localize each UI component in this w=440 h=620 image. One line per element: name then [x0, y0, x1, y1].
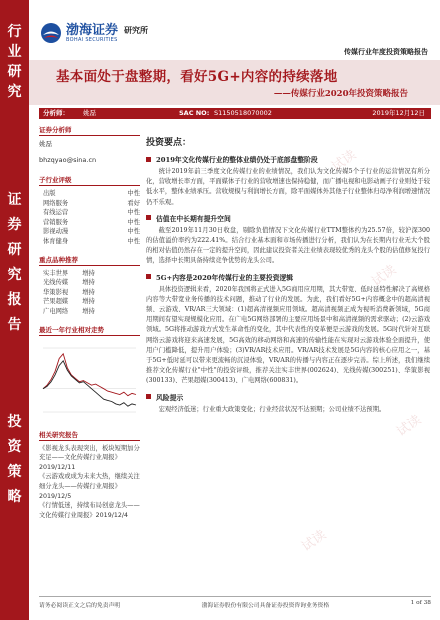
sac-number: S1150518070002 — [214, 109, 272, 117]
report-subtitle: ——传媒行业2020年投资策略报告 — [273, 89, 408, 99]
report-type: 传媒行业年度投资策略报告 — [344, 47, 428, 56]
rating-value: 中性 — [127, 209, 140, 217]
report-date-text: 2019/12/11 — [39, 463, 76, 471]
related-report[interactable] — [39, 501, 140, 520]
section-heading — [146, 154, 430, 164]
rating-name: 网络服务 — [43, 199, 69, 207]
company-logo — [40, 22, 148, 44]
stock-name: 广电网络 — [43, 307, 69, 315]
sidebar-char: 券 — [7, 217, 22, 233]
sidebar-char: 资 — [7, 439, 22, 455]
analyst-name-left: 姚磊 — [39, 140, 52, 148]
section-heading — [146, 213, 430, 223]
ratings-list — [39, 189, 140, 247]
bullet-square-icon — [146, 157, 151, 162]
sidebar-top-label — [0, 22, 29, 102]
report-title-text: 《行情低迷，持续布局创意龙头——文化传媒行业周报》 — [39, 502, 140, 519]
stock-rating: 增持 — [82, 279, 95, 287]
section-paragraph: 截至2019年11月30日收盘，剔除负值情况下文化传媒行业TTM整体约为25.57倍，较沪深300的估值溢价率约为222.41%。结合行业基本面和市场传播进行分析，我们认为在长期内行业无大个股的相对估值仍然存在一定的提升空间，因此建议投资者关注业绩表现较优秀的龙头个股的估值修复投行情，选择中长期具备持续竞争优势的龙头公司。 — [146, 226, 430, 265]
rating-value: 中性 — [127, 237, 140, 245]
sidebar-band — [0, 0, 29, 620]
qualification-notice: 渤海证券股份有限公司具备证券投资咨询业务资格 — [201, 603, 330, 609]
rating-name: 出版 — [43, 190, 56, 197]
sidebar-char: 略 — [7, 489, 22, 505]
sidebar-char: 证 — [7, 192, 22, 208]
chart-section-head: 最近一年行业相对走势 — [39, 325, 140, 336]
rating-value: 中性 — [127, 228, 140, 236]
report-title-text: 《云游戏或成为未来大热，继续关注细分龙头——传媒行业周报》 — [39, 473, 140, 490]
relative-trend-chart — [39, 342, 140, 422]
sidebar-char: 策 — [7, 464, 22, 480]
report-date-text: 2019/12/5 — [39, 492, 72, 500]
chart-grid — [43, 348, 136, 412]
watermark: 试读 — [394, 412, 425, 440]
section-title: 估值在中长期有提升空间 — [156, 214, 231, 223]
rating-row — [39, 199, 140, 209]
section-heading — [146, 392, 430, 402]
stock-rating: 增持 — [82, 269, 95, 277]
rating-row — [39, 218, 140, 228]
logo-en-text: BOHAI SECURITIES — [66, 36, 118, 43]
rating-row — [39, 237, 140, 247]
stock-name: 华策影视 — [43, 288, 69, 296]
stock-row — [39, 269, 140, 279]
rating-name: 体育健身 — [43, 237, 69, 245]
page-number: 1 of 38 — [410, 600, 431, 606]
chart-series-line-0 — [43, 353, 136, 395]
related-report[interactable] — [39, 472, 140, 501]
rating-name: 有线运营 — [43, 209, 69, 217]
left-column — [39, 125, 140, 520]
sidebar-char: 报 — [7, 292, 22, 308]
sidebar-char: 投 — [7, 414, 22, 430]
page-footer — [39, 596, 431, 609]
reports-list — [39, 444, 140, 521]
stocks-section-head: 重点品种推荐 — [39, 255, 140, 266]
stock-name: 实丰世界 — [43, 269, 69, 277]
ratings-section-head: 子行业评级 — [39, 175, 140, 186]
bullet-square-icon — [146, 274, 151, 279]
report-title-text: 《影视龙头表现突出，板块短期加分充足——文化传媒行业周报》 — [39, 444, 140, 462]
section-paragraph: 宏观经济低迷；行业重大政策变化；行业经营状况不达预期；公司业绩不达预期。 — [158, 405, 386, 413]
bullet-square-icon — [146, 215, 151, 220]
sidebar-char: 研 — [7, 64, 22, 80]
sidebar-char: 行 — [7, 24, 22, 40]
watermark: 试读 — [369, 262, 400, 290]
stock-rating: 增持 — [82, 288, 95, 296]
analyst-email[interactable]: bhzqyao@sina.cn — [39, 156, 97, 164]
section-paragraph: 统计2019年前三季度文化传媒行业的业绩情况，我们认为文化传媒5个子行业的运营情况有所分化，营收增长率方面，平面媒体子行业的营收增速也保持稳健，而广播电视和电影动画子行业则处于较低水平，整体业绩承压。营收规模与利润增长方面，除平面媒体外其他子行业整体归母净利润增速情况仍不乐观。 — [146, 168, 430, 206]
reports-section-head: 相关研究报告 — [39, 430, 140, 441]
report-date: 2019年12月12日 — [372, 109, 425, 117]
stock-row — [39, 297, 140, 307]
sidebar-char: 告 — [7, 317, 22, 333]
section-title: 2019年文化传媒行业的整体业绩仍处于底部盘整阶段 — [156, 156, 318, 164]
watermark: 试读 — [329, 147, 360, 175]
stocks-list — [39, 269, 140, 317]
meta-bar — [39, 108, 431, 119]
bullet-square-icon — [146, 394, 151, 399]
sidebar-char: 究 — [7, 267, 22, 283]
report-date-text: 2019/12/4 — [95, 511, 128, 519]
stock-row — [39, 278, 140, 288]
stock-row — [39, 307, 140, 317]
bohai-logo-icon — [40, 22, 62, 44]
chart-series-line-1 — [43, 360, 136, 405]
sidebar-bottom-label — [0, 410, 29, 510]
rating-value: 中性 — [127, 190, 140, 197]
related-report[interactable] — [39, 444, 140, 473]
sac-label: SAC NO: — [179, 109, 210, 117]
analyst-label: 分析师： — [43, 109, 69, 117]
stock-name: 光线传媒 — [43, 279, 69, 287]
stock-rating: 增持 — [82, 298, 95, 306]
rating-value: 中性 — [127, 218, 140, 226]
institute-label: 研究所 — [124, 25, 149, 35]
section-title: 5G+内容是2020年传媒行业的主要投资逻辑 — [156, 273, 294, 282]
rating-name: 影视动漫 — [43, 228, 69, 236]
stock-row — [39, 288, 140, 298]
watermark: 试读 — [299, 527, 330, 555]
chart-lines — [43, 353, 136, 405]
logo-cn-text: 渤海证券 — [66, 22, 119, 38]
rating-name: 营销服务 — [43, 218, 69, 226]
rating-row — [39, 208, 140, 218]
rating-value: 看好 — [127, 199, 140, 207]
section-title: 风险提示 — [156, 393, 184, 402]
key-points-heading: 投资要点： — [146, 138, 192, 148]
disclaimer-notice: 请务必阅读正文之后的免责声明 — [39, 603, 121, 609]
report-title: 基本面处于盘整期，看好5G+内容的持续落地 — [56, 69, 338, 85]
sidebar-mid-label — [0, 188, 29, 338]
sidebar-char: 业 — [7, 44, 22, 60]
analyst-section-head: 证券分析师 — [39, 125, 140, 136]
section-paragraph: 具体投资逻辑来看，2020年我国将正式进入5G商用应用期，其大带宽、低时延特性解决了高规格内容等大带宽业务传播的技术问题，推动了行业的发展。为此，我们看好5G+内容概念中的超高清视频、云游戏、VR/AR三大领域：(1)超高清视频应用领域。超高清视频正成为视听消费新领域，5G商用期间有望实现规模化应用。在广电5G网络部署的主要应用场景中和高清视频的需求驱动；(2)云游戏领域。5G将推动游戏方式发生革命性的变化，其中代表性的变革便是云游戏的发展。5G时代针对互联网络云游戏将迎来高速发展，5G高效的移动网络和高速的传输性能在实现对云游戏体验全面提升，使用户门槛降低，提升用户体验；(3)VR/AR技术应用。VR/AR技术发展是5G内容的核心应用之一，基于5G+低时延可以带来更流畅的沉浸体验，VR/AR的传播与内容正在逐步完善。综上所述，我们继续推荐文化传媒行业"中性"的投资评级，推荐关注实丰世界(002624)、光线传媒(300251)、华策影视(300133)、芒果超媒(300413)、广电网络(600831)。 — [146, 285, 430, 385]
stock-name: 芒果超媒 — [43, 298, 69, 306]
rating-row — [39, 227, 140, 237]
rating-row — [39, 189, 140, 199]
sidebar-char: 研 — [7, 242, 22, 258]
sidebar-char: 究 — [7, 84, 22, 100]
analyst-name: 姚磊 — [83, 109, 96, 117]
stock-rating: 增持 — [82, 307, 95, 315]
